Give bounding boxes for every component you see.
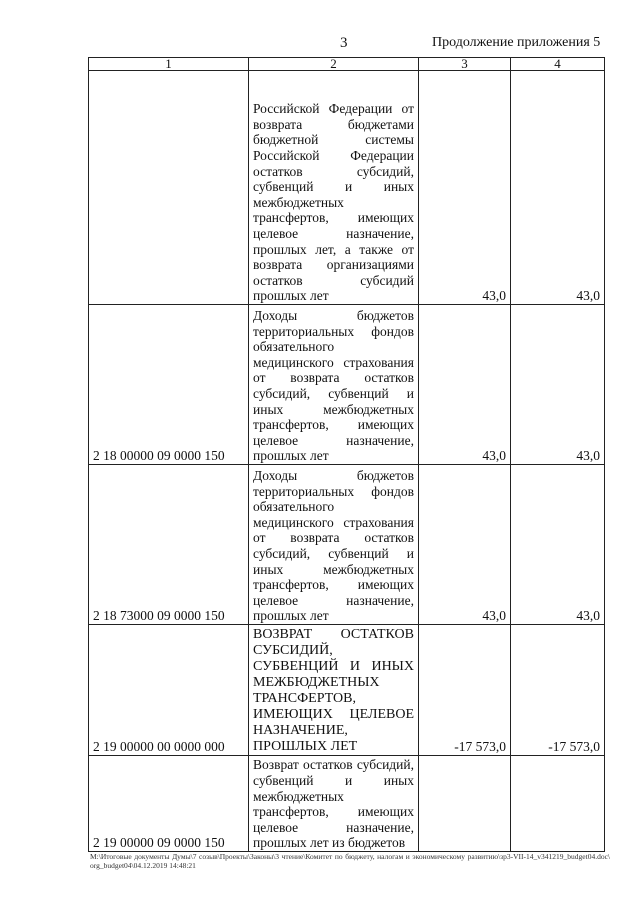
row-description: Российской Федерации от возврата бюджетами бюджетной системы Российской Федерации остатков субсидий, субвенций и иных межбюджетных трансфертов, имеющих целевое назначение, прошлых лет, а также от возврата организациями остатков субсидий прошлых лет (249, 71, 419, 305)
appendix-label: Продолжение приложения 5 (432, 35, 601, 50)
column-header-2: 2 (249, 58, 419, 71)
row-description: Доходы бюджетов территориальных фондов обязательного медицинского страхования от возврата остатков субсидий, субвенций и иных межбюджетных трансфертов, имеющих целевое назначение, прошлых лет (249, 305, 419, 465)
row-value-col4 (511, 756, 605, 852)
column-header-3: 3 (419, 58, 511, 71)
row-value-col4: 43,0 (511, 305, 605, 465)
row-description: Доходы бюджетов территориальных фондов обязательного медицинского страхования от возврата остатков субсидий, субвенций и иных межбюджетных трансфертов, имеющих целевое назначение, прошлых лет (249, 465, 419, 625)
table-row (89, 625, 605, 756)
column-header-4: 4 (511, 58, 605, 71)
row-value-col3: 43,0 (419, 465, 511, 625)
row-description: ВОЗВРАТ ОСТАТКОВ СУБСИДИЙ, СУБВЕНЦИЙ И ИНЫХ МЕЖБЮДЖЕТНЫХ ТРАНСФЕРТОВ, ИМЕЮЩИХ ЦЕЛЕВОЕ НАЗНАЧЕНИЕ, ПРОШЛЫХ ЛЕТ (249, 625, 419, 756)
row-value-col4: -17 573,0 (511, 625, 605, 756)
row-description: Возврат остатков субсидий, субвенций и иных межбюджетных трансфертов, имеющих целевое назначение, прошлых лет из бюджетов (249, 756, 419, 852)
row-value-col3: 43,0 (419, 305, 511, 465)
table-row (89, 305, 605, 465)
table-row (89, 756, 605, 852)
row-code: 2 19 00000 09 0000 150 (89, 756, 249, 852)
budget-table (88, 57, 605, 852)
row-value-col3: 43,0 (419, 71, 511, 305)
table-row (89, 71, 605, 305)
row-code: 2 18 00000 09 0000 150 (89, 305, 249, 465)
row-code: 2 18 73000 09 0000 150 (89, 465, 249, 625)
row-value-col3 (419, 756, 511, 852)
row-value-col3: -17 573,0 (419, 625, 511, 756)
row-value-col4: 43,0 (511, 465, 605, 625)
file-path-footer: M:\Итоговые документы Думы\7 созыв\Проекты\Законы\3 чтение\Комитет по бюджету, налогам и экономическому развитию\зр3-VII-14_v341219_budget04.doc\ org_budget04\04.12.2019 14:48:21 (90, 852, 610, 870)
page-number: 3 (340, 35, 348, 51)
table-header-row (89, 58, 605, 71)
row-code (89, 71, 249, 305)
column-header-1: 1 (89, 58, 249, 71)
row-code: 2 19 00000 00 0000 000 (89, 625, 249, 756)
table-row (89, 465, 605, 625)
row-value-col4: 43,0 (511, 71, 605, 305)
